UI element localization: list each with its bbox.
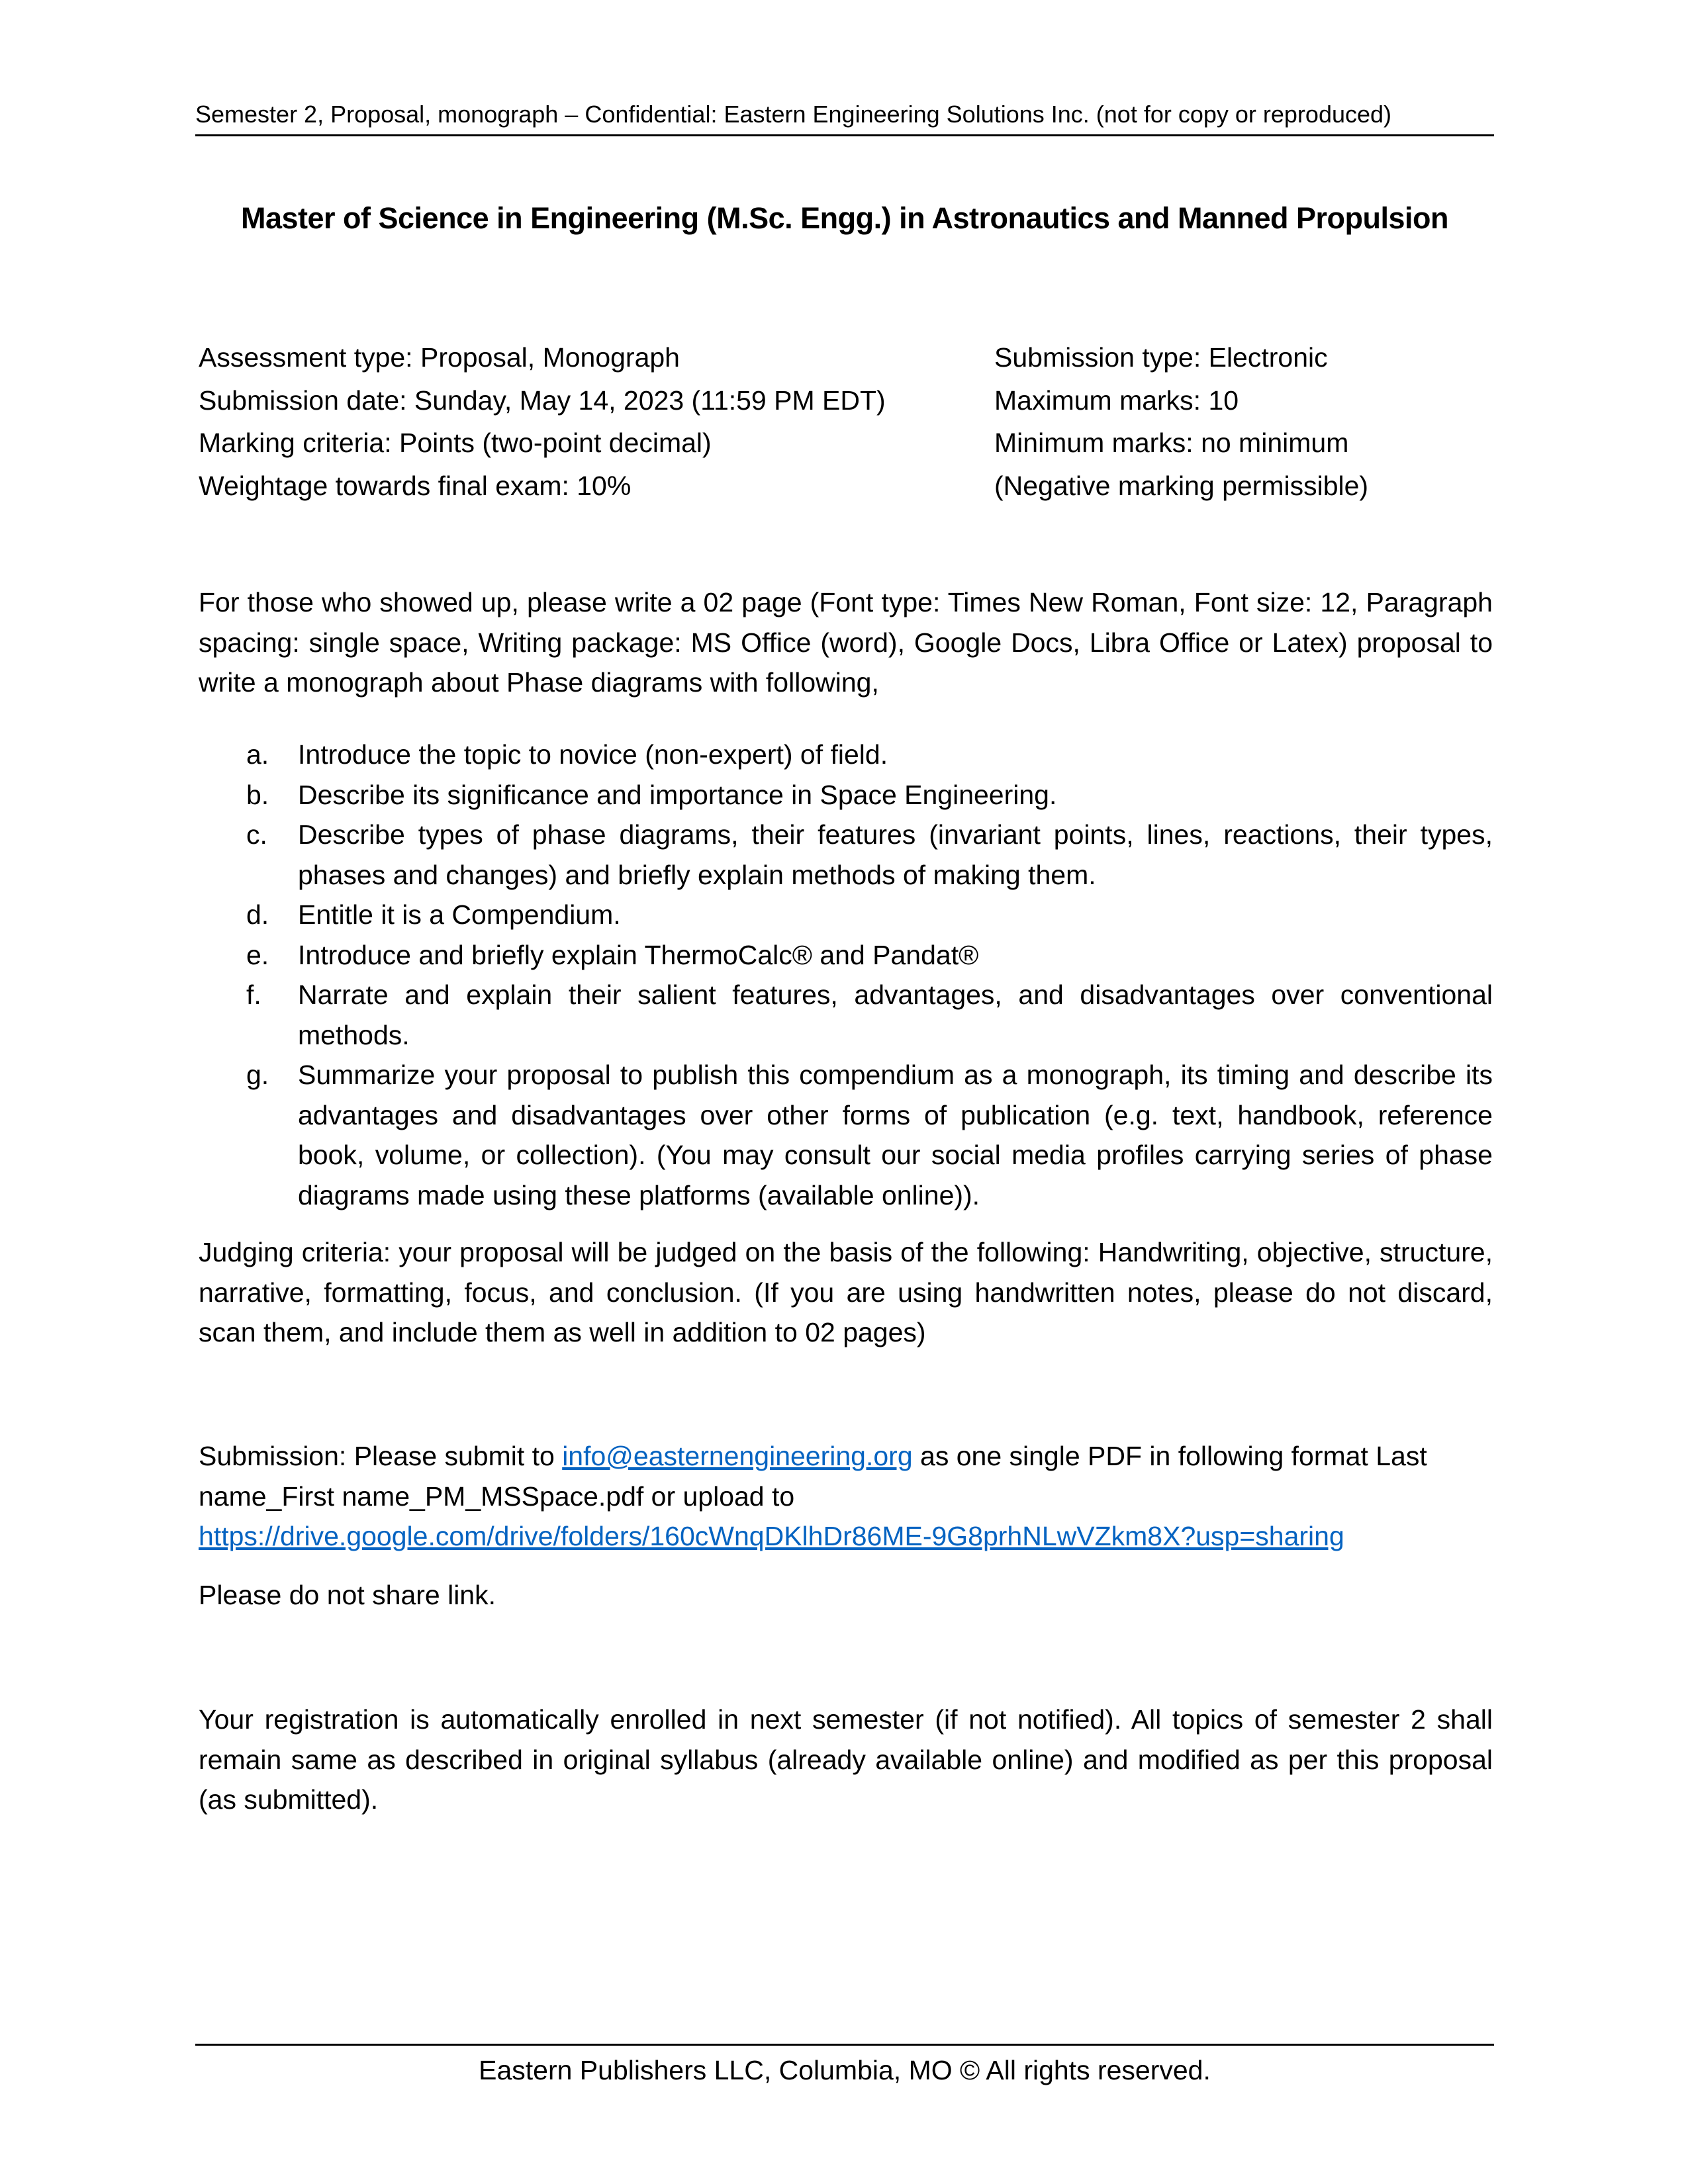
list-item-text: Describe types of phase diagrams, their features (invariant points, lines, reactions, their types, phases and changes) and briefly explain methods of making them.	[298, 819, 1493, 890]
intro-paragraph: For those who showed up, please write a 02 page (Font type: Times New Roman, Font size: 12, Paragraph spacing: single space, Writing package: MS Office (word), Google Docs, Libra Office or Latex) proposal to write a monograph about Phase diagrams with following,	[199, 587, 1493, 698]
maximum-marks: Maximum marks: 10	[994, 385, 1239, 416]
list-item	[199, 735, 1493, 775]
page-footer: Eastern Publishers LLC, Columbia, MO © All rights reserved.	[479, 2055, 1211, 2085]
negative-marking-note: (Negative marking permissible)	[994, 470, 1369, 501]
list-item	[199, 895, 1493, 935]
list-item	[199, 1055, 1493, 1215]
list-item-text: Entitle it is a Compendium.	[298, 899, 621, 930]
judging-criteria-paragraph: Judging criteria: your proposal will be judged on the basis of the following: Handwriting, objective, structure, narrative, formatting, focus, and conclusion. (If you are using handwritten notes, please do not discard, scan them, and include them as well in addition to 02 pages)	[199, 1237, 1493, 1347]
page-header: Semester 2, Proposal, monograph – Confidential: Eastern Engineering Solutions Inc. (not for copy or reproduced)	[195, 101, 1392, 128]
list-item-text: Introduce the topic to novice (non-expert) of field.	[298, 739, 888, 770]
minimum-marks: Minimum marks: no minimum	[994, 428, 1349, 458]
list-item	[199, 935, 1493, 976]
requirements-list	[199, 735, 1493, 1215]
list-item	[199, 815, 1493, 895]
submission-date: Submission date: Sunday, May 14, 2023 (11:59 PM EDT)	[199, 385, 886, 416]
list-marker: f.	[246, 979, 261, 1010]
drive-upload-link[interactable]: https://drive.google.com/drive/folders/160cWnqDKlhDr86ME-9G8prhNLwVZkm8X?usp=sharing	[199, 1521, 1344, 1551]
assessment-details-left	[199, 336, 886, 507]
weightage: Weightage towards final exam: 10%	[199, 470, 632, 501]
list-marker: c.	[246, 819, 267, 850]
email-link[interactable]: info@easternengineering.org	[562, 1441, 913, 1471]
list-item-text: Describe its significance and importance in Space Engineering.	[298, 779, 1057, 810]
list-item-text: Summarize your proposal to publish this compendium as a monograph, its timing and describe its advantages and disadvantages over other forms of publication (e.g. text, handbook, reference book, volume, or collection). (You may consult our social media profiles carrying series of phase diagrams made using these platforms (available online)).	[298, 1060, 1493, 1210]
submission-middle: as one single PDF in following format Last name_First name_PM_MSSpace.pdf or upload to	[199, 1441, 1427, 1512]
header-divider	[195, 134, 1494, 136]
registration-paragraph: Your registration is automatically enrolled in next semester (if not notified). All topics of semester 2 shall remain same as described in original syllabus (already available online) and modified as per this proposal (as submitted).	[199, 1704, 1493, 1815]
assessment-type: Assessment type: Proposal, Monograph	[199, 342, 680, 373]
submission-type: Submission type: Electronic	[994, 342, 1328, 373]
list-marker: d.	[246, 899, 269, 930]
list-marker: a.	[246, 739, 269, 770]
list-marker: g.	[246, 1060, 269, 1090]
list-marker: b.	[246, 779, 269, 810]
assessment-details-right	[994, 336, 1368, 507]
list-marker: e.	[246, 939, 269, 970]
submission-prefix: Submission: Please submit to	[199, 1441, 563, 1471]
marking-criteria: Marking criteria: Points (two-point decimal)	[199, 428, 712, 458]
no-share-notice: Please do not share link.	[199, 1580, 496, 1610]
submission-paragraph	[199, 1436, 1493, 1557]
list-item	[199, 775, 1493, 815]
footer-divider	[195, 2044, 1494, 2046]
list-item-text: Narrate and explain their salient features, advantages, and disadvantages over conventional methods.	[298, 979, 1493, 1050]
list-item	[199, 975, 1493, 1055]
document-title: Master of Science in Engineering (M.Sc. Engg.) in Astronautics and Manned Propulsion	[240, 201, 1449, 235]
list-item-text: Introduce and briefly explain ThermoCalc® and Pandat®	[298, 939, 979, 970]
